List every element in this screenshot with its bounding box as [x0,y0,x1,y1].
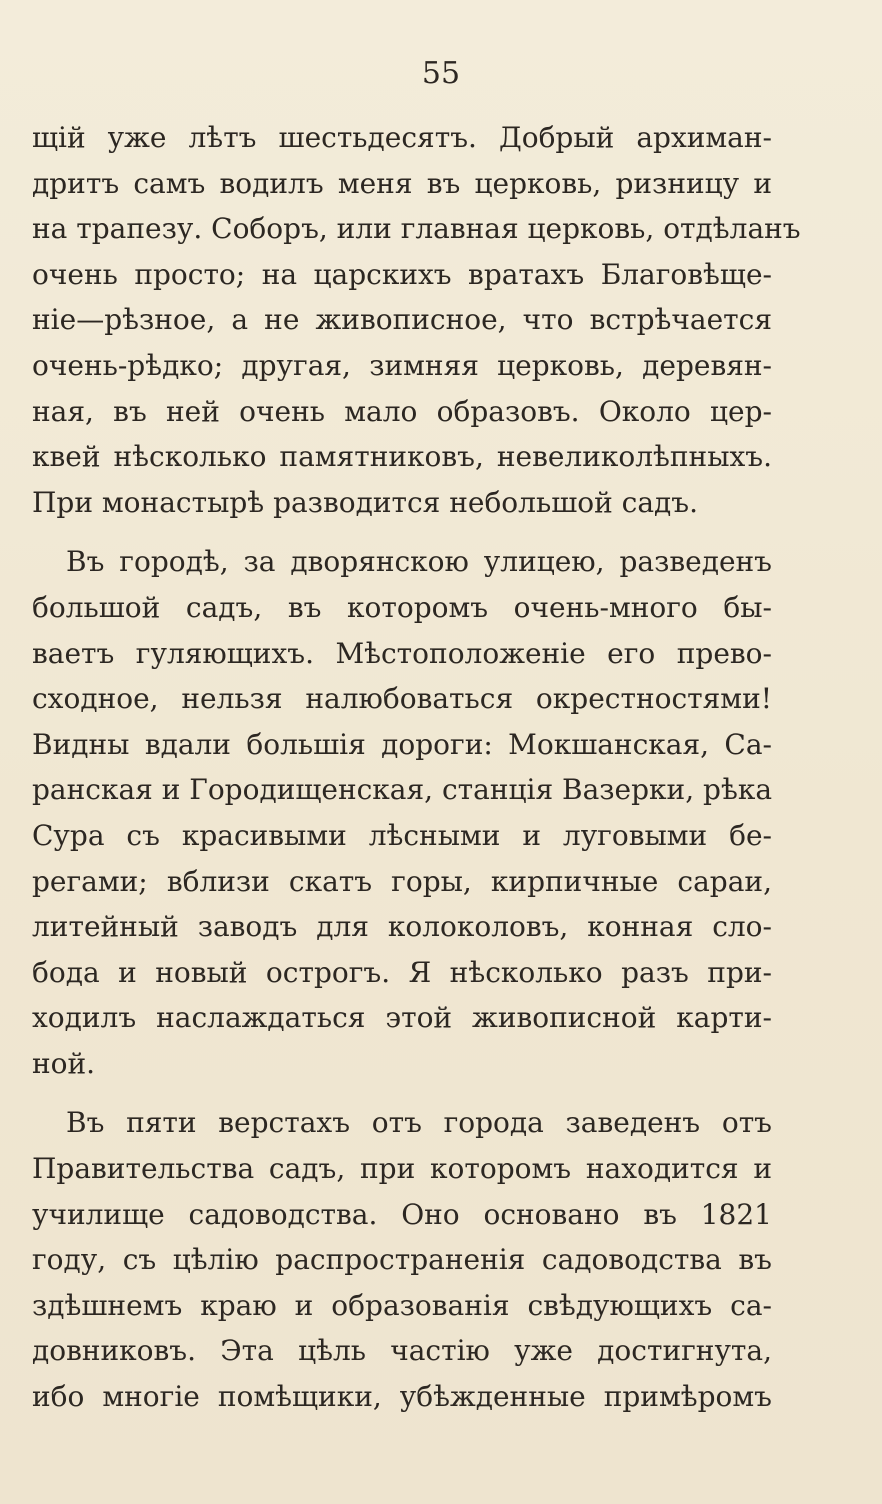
text-line: большой садъ, въ которомъ очень-много бы- [32,590,772,624]
page-number: 55 [421,56,461,91]
text-line: ранская и Городищенская, станція Вазерки, рѣка [32,773,773,807]
text-line: очень-рѣдко; другая, зимняя церковь, деревян- [32,348,772,382]
paragraph-1 [32,115,801,525]
text-line: на трапезу. Соборъ, или главная церковь, отдѣланъ [32,212,801,246]
text-line: бода и новый острогъ. Я нѣсколько разъ при- [32,955,772,989]
text-line: Правительства садъ, при которомъ находится и [32,1152,772,1186]
text-line: очень просто; на царскихъ вратахъ Благовѣще- [32,257,772,291]
paragraph-2 [32,539,772,1086]
body-text [32,115,801,1420]
text-line: довниковъ. Эта цѣль частію уже достигнута, [32,1334,772,1368]
text-line: ная, въ ней очень мало образовъ. Около цер- [32,394,772,428]
text-line: году, съ цѣлію распространенія садоводства въ [32,1243,772,1277]
text-line: При монастырѣ разводится небольшой садъ. [32,485,698,519]
text-line: сходное, нельзя налюбоваться окрестностями! [32,682,772,716]
text-line: квей нѣсколько памятниковъ, невеликолѣпныхъ. [32,440,772,474]
paragraph-3 [32,1100,772,1419]
text-line: Видны вдали большія дороги: Мокшанская, Са- [32,727,772,761]
text-line: дритъ самъ водилъ меня въ церковь, ризницу и [32,166,772,200]
text-line: щій уже лѣтъ шестьдесятъ. Добрый архиман- [32,121,772,154]
text-line: регами; вблизи скатъ горы, кирпичные сараи, [32,864,772,898]
text-line: ніе—рѣзное, а не живописное, что встрѣчается [32,303,772,337]
text-line: ходилъ наслаждаться этой живописной карти- [32,1001,772,1035]
text-line: литейный заводъ для колоколовъ, конная сло- [32,910,772,944]
text-line: ваетъ гуляющихъ. Мѣстоположеніе его прево- [32,636,772,670]
text-line: ибо многіе помѣщики, убѣжденные примѣромъ [32,1380,772,1414]
text-line: ной. [32,1046,96,1080]
text-line: Въ пяти верстахъ отъ города заведенъ отъ [66,1106,772,1140]
text-line: здѣшнемъ краю и образованія свѣдующихъ са- [32,1288,772,1322]
text-line: Въ городѣ, за дворянскою улицею, разведенъ [66,545,772,579]
text-line: Сура съ красивыми лѣсными и луговыми бе- [32,818,772,852]
text-line: училище садоводства. Оно основано въ 1821 [32,1197,772,1231]
